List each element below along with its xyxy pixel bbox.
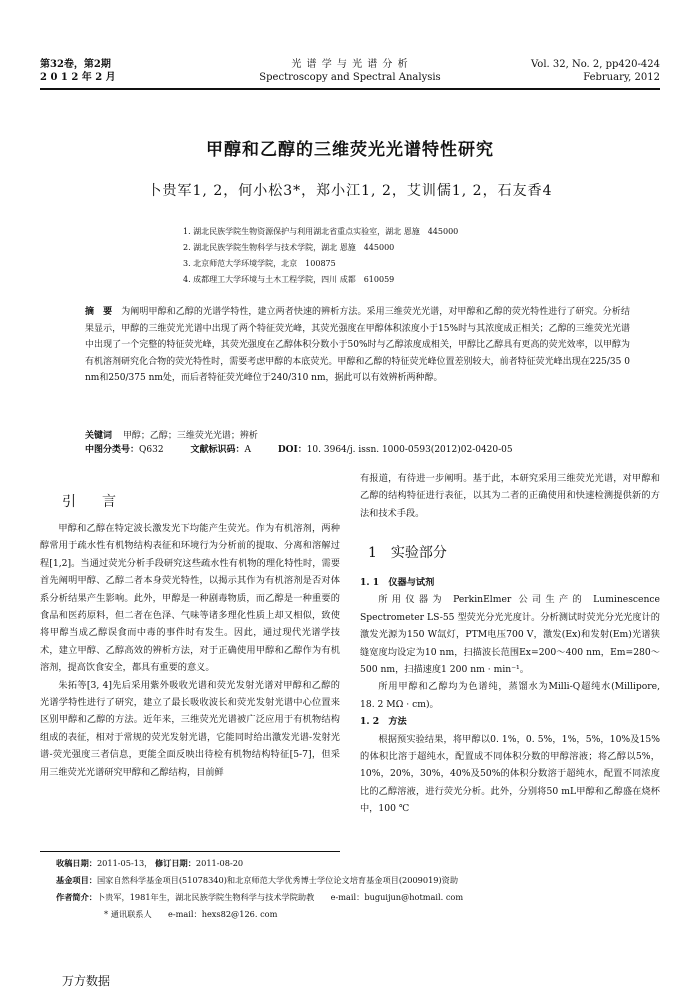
reagents-paragraph: 所用甲醇和乙醇均为色谱纯，蒸馏水为Milli-Q超纯水(Millipore, 18. 2 MΩ · cm)。 — [360, 681, 660, 710]
fund-label: 基金项目： — [56, 875, 97, 885]
abstract — [85, 304, 630, 387]
paper-title: 甲醇和乙醇的三维荧光光谱特性研究 — [206, 140, 494, 160]
doi-value: 10. 3964/j. issn. 1000-0593(2012)02-0420-05 — [306, 445, 513, 455]
method-paragraph: 根据预实验结果，将甲醇以0. 1%，0. 5%，1%，5%，10%及15%的体积比溶于超纯水，配置成不同体积分数的甲醇溶液；将乙醇以5%，10%，20%，30%，40%及50%的体积分数溶于超纯水，配置不同浓度比的乙醇溶液，进行荧光分析。此外，分别将50 mL甲醇和乙醇盛在烧杯中，100 ℃ — [360, 733, 660, 815]
intro-paragraph-1: 甲醇和乙醇在特定波长激发光下均能产生荧光。作为有机溶剂，两种醇常用于疏水性有机物结构表征和环境行为分析前的提取、分离和溶解过程[1,2]。当通过荧光分析手段研究这些疏水性有机物的理化特性时，需要首先阐明甲醇、乙醇二者本身荧光特性，以揭示其作为有机溶剂是否对体系分析结果产生影响。此外，甲醇是一种剧毒物质，而乙醇是一种重要的食品和医药原料，但二者在色泽、气味等诸多理化性质上却又相似，致使将甲醇当成乙醇误食而中毒的事件时有发生。因此，通过现代光谱学技术，建立甲醇、乙醇高效的辨析方法，对于正确使用甲醇和乙醇作为有机溶剂，提高饮食安全，都具有重要的意义。 — [40, 523, 340, 674]
dates-line — [56, 855, 463, 872]
fund-text: 国家自然科学基金项目(51078340)和北京师范大学优秀博士学位论文培育基金项目(2009019)资助 — [96, 875, 459, 885]
right-column-body — [360, 574, 660, 818]
affiliation-item: 4. 成都理工大学环境与土木工程学院，四川 成都 610059 — [183, 275, 395, 284]
revised-label: 修订日期： — [154, 858, 196, 868]
subsection-method: 1. 2 方法 — [360, 716, 407, 728]
abstract-label: 摘 要 — [85, 307, 113, 317]
intro-heading: 引 言 — [62, 494, 122, 510]
author-bio-line — [56, 889, 463, 906]
journal-name-en: Spectroscopy and Spectral Analysis — [259, 72, 441, 83]
watermark-text: 万方数据 — [62, 974, 111, 988]
volume-pages: Vol. 32, No. 2, pp420-424 — [531, 59, 660, 70]
volume-issue: 第32卷，第2期 — [40, 59, 111, 70]
publish-date: February, 2012 — [583, 72, 660, 83]
journal-citation — [531, 58, 660, 84]
doi-label: DOI： — [277, 445, 307, 455]
abstract-text: 为阐明甲醇和乙醇的光谱学特性，建立两者快速的辨析方法。采用三维荧光光谱，对甲醇和乙醇的荧光特性进行了研究。分析结果显示，甲醇的三维荧光光谱中出现了两个特征荧光峰，其荧光强度在甲醇体积浓度小于15%时与其浓度成正相关；乙醇的三维荧光光谱中出现了一个完整的特征荧光峰，其荧光强度在乙醇体积分数小于50%时与乙醇浓度成相关，甲醇比乙醇具有更高的荧光效率，以甲醇为有机溶剂研究化合物的荧光特性时，需要考虑甲醇的本底荧光。甲醇和乙醇的特征荧光峰位置差别较大，前者特征荧光峰出现在225/35 0 nm和250/375 nm处，而后者特征荧光峰位于240/310 nm，据此可以有效辨析两种醇。 — [85, 307, 630, 384]
header-divider — [40, 88, 660, 90]
received-date: 2011-05-13， — [96, 858, 153, 868]
section-heading-experimental: 1 实验部分 — [368, 545, 447, 561]
affiliations — [183, 224, 458, 288]
revised-date: 2011-08-20 — [195, 858, 244, 868]
bio-label: 作者简介： — [56, 892, 97, 902]
author-list: 卜贵军1, 2，何小松3*，郑小江1, 2，艾训儒1, 2，石友香4 — [147, 183, 553, 199]
keywords-label: 关键词 — [85, 431, 113, 441]
cls-label: 中图分类号： — [85, 445, 140, 455]
footnote-divider — [40, 851, 340, 852]
cls-value: Q632 — [139, 445, 164, 455]
received-label: 收稿日期： — [56, 858, 97, 868]
doc-code-value: A — [244, 445, 251, 455]
footnotes — [56, 855, 463, 923]
intro-body — [40, 520, 340, 781]
intro-paragraph-2: 朱拓等[3, 4]先后采用紫外吸收光谱和荧光发射光谱对甲醇和乙醇的光谱学特性进行了研究，建立了最长吸收波长和荧光发射光谱中心位置来区别甲醇和乙醇的方法。近年来，三维荧光光谱被广泛应用于有机物结构组成的表征，相对于常规的荧光发射光谱，它能同时给出激发光谱-发射光谱-荧光强度三者信息，更能全面反映出待检有机物结构特征[5-7]，但采用三维荧光光谱研究甲醇和乙醇结构，目前鲜 — [40, 679, 340, 778]
classification-line — [85, 442, 513, 458]
affiliation-item: 3. 北京师范大学环境学院，北京 100875 — [183, 259, 336, 268]
doc-code-label: 文献标识码： — [190, 445, 245, 455]
subsection-instruments: 1. 1 仪器与试剂 — [360, 577, 435, 588]
bio-text: 卜贵军，1981年生，湖北民族学院生物科学与技术学院助教 e-mail：buguijun@hotmail. com — [96, 892, 464, 902]
issue-date: 2 0 1 2 年 2 月 — [40, 72, 116, 83]
affiliation-item: 1. 湖北民族学院生物资源保护与利用湖北省重点实验室，湖北 恩施 445000 — [183, 227, 459, 236]
keywords-text: 甲醇；乙醇；三维荧光光谱；辨析 — [122, 431, 258, 441]
intro-paragraph-continued: 有报道，有待进一步阐明。基于此，本研究采用三维荧光光谱，对甲醇和乙醇的结构特征进行表征，以其为二者的正确使用和快速检测提供新的方法和技术手段。 — [360, 473, 660, 519]
corresponding-author: * 通讯联系人 e-mail：hexs82@126. com — [104, 909, 278, 919]
right-column-intro — [360, 470, 660, 522]
affiliation-item: 2. 湖北民族学院生物科学与技术学院，湖北 恩施 445000 — [183, 243, 395, 252]
funding-line — [56, 872, 463, 889]
instruments-paragraph: 所用仪器为 PerkinElmer 公司生产的 Luminescence Spectrometer LS-55 型荧光分光光度计。分析测试时荧光分光光度计的激发光源为150 W氙灯，PTM电压700 V，激发(Ex)和发射(Em)光谱狭缝宽度均设定为10 nm，扫描波长范围Ex=200～400 nm，Em=280～500 nm，扫描速度1 200 nm · min⁻¹。 — [360, 594, 660, 676]
journal-name-cn: 光 谱 学 与 光 谱 分 析 — [291, 59, 409, 70]
